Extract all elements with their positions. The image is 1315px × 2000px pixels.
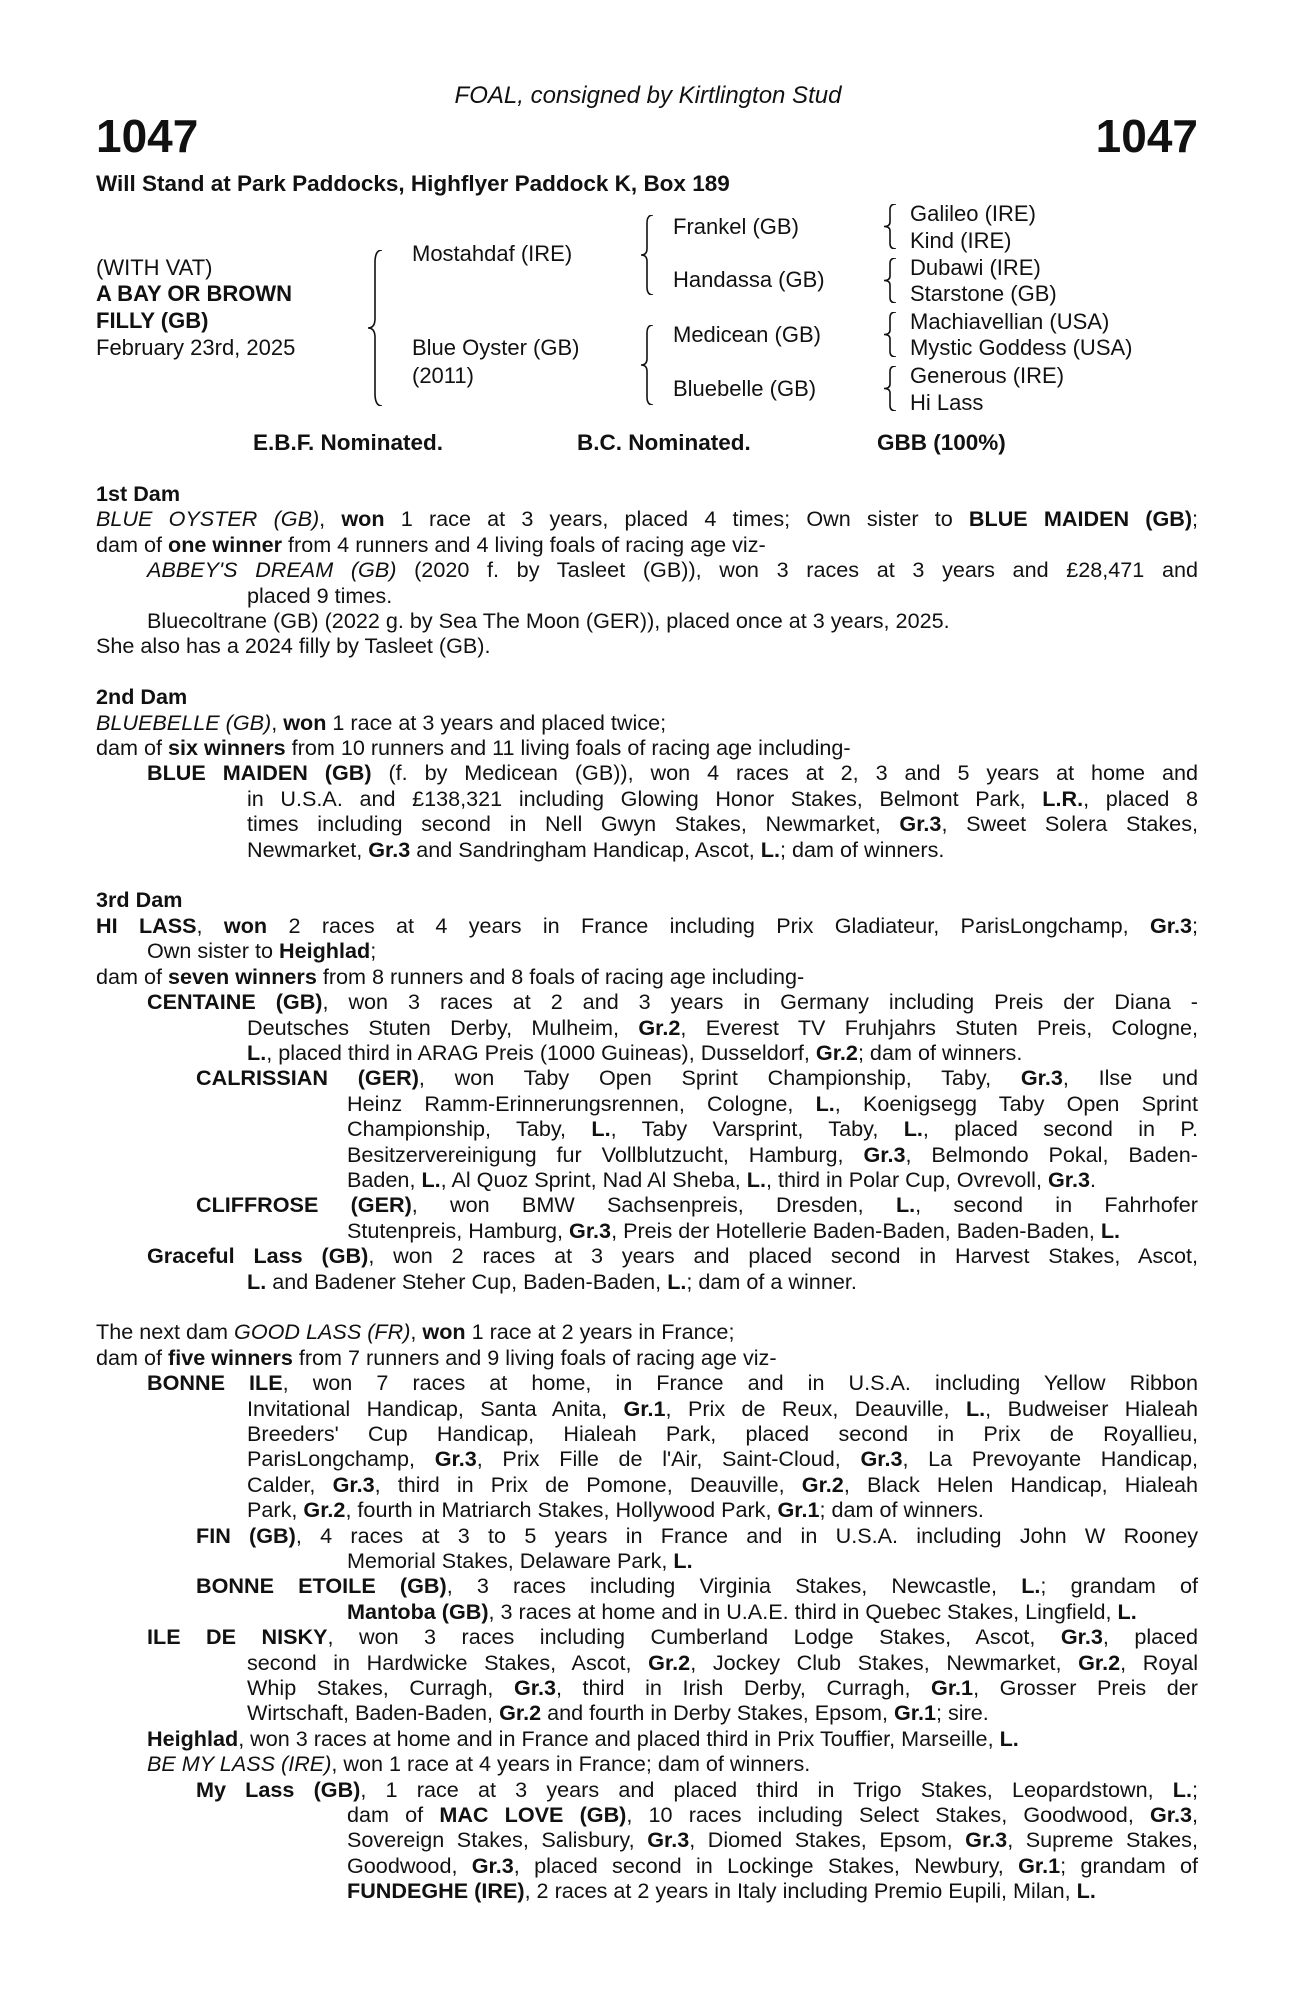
text-line — [96, 1319, 1198, 1344]
bold-text: HI LASS — [96, 912, 197, 938]
pedigree-entry — [96, 1777, 1198, 1904]
bold-text: L. — [1021, 1573, 1041, 1599]
text-run: , won 2 races at 3 years and placed second in Harvest Stakes, Ascot, — [368, 1243, 1198, 1269]
text-run: , — [410, 1319, 423, 1345]
text-line — [96, 964, 1198, 989]
dam-section — [96, 887, 1198, 1294]
bold-text: Gr.1 — [777, 1497, 820, 1523]
italic-text: BE MY LASS (IRE) — [147, 1751, 332, 1777]
text-run: 2 races at 4 years in France including Prix Gladiateur, ParisLongchamp, — [267, 912, 1150, 938]
bold-text: won — [341, 506, 385, 532]
text-run: , — [1192, 1802, 1199, 1828]
bold-text: five winners — [168, 1344, 293, 1370]
text-line — [96, 532, 1198, 557]
text-run: ; — [1192, 1776, 1198, 1802]
text-line — [196, 1091, 1198, 1116]
text-run: Heinz Ramm-Erinnerungsrennen, Cologne, — [347, 1090, 816, 1116]
section-heading: 3rd Dam — [96, 887, 183, 913]
text-run: Own sister to — [147, 938, 279, 964]
text-run: She also has a 2024 filly by Tasleet (GB). — [96, 633, 491, 659]
text-run: , placed — [1102, 1624, 1198, 1650]
text-run: dam of — [96, 963, 169, 989]
text-line — [196, 1777, 1198, 1802]
text-run: and fourth in Derby Stakes, Epsom, — [541, 1700, 894, 1726]
pedigree-entry — [96, 735, 1198, 760]
text-run: Breeders' Cup Handicap, Hialeah Park, placed second in Prix de Royallieu, — [247, 1420, 1198, 1446]
ancestor-generous: Generous (IRE) — [910, 363, 1065, 388]
text-line — [196, 1853, 1198, 1878]
bold-text: Gr.3 — [647, 1827, 690, 1853]
text-line — [147, 1243, 1198, 1268]
section-heading: 2nd Dam — [96, 684, 188, 710]
text-run: , Diomed Stakes, Epsom, — [689, 1827, 966, 1853]
bold-text: ILE DE NISKY — [147, 1624, 328, 1650]
text-run: ; dam of winners. — [857, 1039, 1023, 1065]
text-line — [196, 1878, 1198, 1903]
text-run: , won Taby Open Sprint Championship, Taby, — [418, 1065, 1021, 1091]
text-line — [147, 608, 1198, 633]
text-line — [96, 735, 1198, 760]
pedigree-entry — [96, 1243, 1198, 1294]
bold-text: Gr.3 — [1149, 912, 1192, 938]
brace-icon — [641, 325, 653, 405]
text-line — [147, 1624, 1198, 1649]
section-gap — [96, 862, 1198, 887]
italic-text: BLUEBELLE (GB) — [96, 709, 272, 735]
bold-text: Gr.3 — [965, 1827, 1008, 1853]
text-run: times including second in Nell Gwyn Stakes, Newmarket, — [247, 811, 900, 837]
bold-text: Gr.3 — [368, 836, 411, 862]
bold-text: L. — [591, 1116, 611, 1142]
text-run: ; dam of winners. — [819, 1497, 984, 1523]
bold-text: Gr.2 — [499, 1700, 542, 1726]
text-run: , Royal — [1120, 1649, 1198, 1675]
bold-text: Heighlad — [279, 938, 371, 964]
text-line — [196, 1192, 1198, 1217]
text-line — [147, 1497, 1198, 1522]
text-run: , won 3 races including Cumberland Lodge Stakes, Ascot, — [327, 1624, 1061, 1650]
text-line — [147, 1040, 1198, 1065]
gbb-status: GBB (100%) — [877, 430, 1006, 455]
bold-text: Gr.2 — [1078, 1649, 1121, 1675]
text-run: The next dam — [96, 1319, 235, 1345]
bold-text: L. — [965, 1395, 986, 1421]
bold-text: Gr.2 — [815, 1039, 858, 1065]
bold-text: BONNE ETOILE (GB) — [196, 1573, 447, 1599]
dam-section — [96, 1319, 1198, 1903]
text-run: Baden, — [347, 1166, 422, 1192]
text-run: , Sweet Solera Stakes, — [941, 811, 1198, 837]
brace-icon — [884, 204, 896, 249]
text-run: 1 race at 2 years in France; — [465, 1319, 735, 1345]
text-line — [147, 837, 1198, 862]
lot-number-right: 1047 — [1095, 110, 1198, 162]
text-run: Park, — [247, 1497, 304, 1523]
text-run: , — [196, 912, 224, 938]
section-gap — [96, 659, 1198, 684]
bold-text: CLIFFROSE (GER) — [196, 1192, 412, 1218]
pedigree-entry — [96, 633, 1198, 658]
brace-icon — [884, 366, 896, 411]
ebf-nomination: E.B.F. Nominated. — [253, 430, 444, 455]
bold-text: Gr.2 — [638, 1014, 681, 1040]
text-line — [196, 1218, 1198, 1243]
bold-text: Gr.3 — [1020, 1065, 1063, 1091]
lot-number-left: 1047 — [96, 110, 199, 162]
bold-text: Gr.3 — [434, 1446, 477, 1472]
text-line — [147, 1446, 1198, 1471]
text-line — [147, 1472, 1198, 1497]
text-run: , Budweiser Hialeah — [985, 1395, 1199, 1421]
text-line — [196, 1065, 1198, 1090]
text-run: , fourth in Matriarch Stakes, Hollywood Park, — [345, 1497, 778, 1523]
pedigree-entry — [96, 1065, 1198, 1192]
text-line — [96, 633, 1198, 658]
text-run: , third in Polar Cup, Ovrevoll, — [765, 1166, 1048, 1192]
bold-text: won — [283, 709, 327, 735]
bold-text: seven winners — [168, 963, 317, 989]
pedigree-entry — [96, 1751, 1198, 1776]
text-run: , Al Quoz Sprint, Nad Al Sheba, — [440, 1166, 747, 1192]
bold-text: L. — [1117, 1598, 1137, 1624]
text-line — [96, 710, 1198, 735]
bold-text: L. — [247, 1268, 267, 1294]
text-line — [196, 1573, 1198, 1598]
text-run: , Preis der Hotellerie Baden-Baden, Baden-Baden, — [611, 1217, 1101, 1243]
text-run: , won 1 race at 4 years in France; dam of winners. — [331, 1751, 811, 1777]
text-run: , won 7 races at home, in France and in U.S.A. including Yellow Ribbon — [282, 1370, 1199, 1396]
bold-text: L.R. — [1042, 785, 1084, 811]
text-run: , 3 races at home and in U.A.E. third in Quebec Stakes, Lingfield, — [488, 1598, 1118, 1624]
text-run: 1 race at 3 years and placed twice; — [326, 709, 667, 735]
bold-text: Gr.3 — [1047, 1166, 1091, 1192]
text-run: , Jockey Club Stakes, Newmarket, — [690, 1649, 1079, 1675]
text-line — [147, 557, 1198, 582]
sire-sire: Frankel (GB) — [673, 214, 799, 239]
text-line — [96, 506, 1198, 531]
text-run: , placed third in ARAG Preis (1000 Guineas), Dusseldorf, — [266, 1039, 816, 1065]
bold-text: Gr.3 — [332, 1471, 375, 1497]
bold-text: Gr.3 — [863, 1141, 906, 1167]
pedigree-entry — [96, 1345, 1198, 1370]
text-run: ; dam of a winner. — [686, 1268, 857, 1294]
text-line — [196, 1599, 1198, 1624]
bold-text: Gr.2 — [648, 1649, 691, 1675]
bold-text: Gr.3 — [1149, 1802, 1193, 1828]
text-run: from 10 runners and 11 living foals of racing age including- — [285, 735, 851, 761]
text-run: , Black Helen Handicap, Hialeah — [843, 1471, 1199, 1497]
text-run: , 10 races including Select Stakes, Goodwood, — [626, 1802, 1150, 1828]
bold-text: Gr.1 — [623, 1395, 666, 1421]
text-run: , La Prevoyante Handicap, — [902, 1446, 1198, 1472]
text-run: from 4 runners and 4 living foals of racing age viz- — [282, 531, 766, 557]
text-run: , placed second in P. — [922, 1116, 1199, 1142]
bold-text: L. — [1076, 1878, 1096, 1904]
dam-year: (2011) — [412, 363, 474, 388]
text-run: Deutsches Stuten Derby, Mulheim, — [247, 1014, 639, 1040]
text-run: , won 3 races at home and in France and placed third in Prix Touffier, Marseille, — [238, 1725, 1000, 1751]
text-run: , won BMW Sachsenpreis, Dresden, — [411, 1192, 896, 1218]
text-line — [147, 1421, 1198, 1446]
ancestor-starstone: Starstone (GB) — [910, 281, 1057, 306]
text-run: ; grandam of — [1060, 1852, 1198, 1878]
text-run: , Belmondo Pokal, Baden- — [905, 1141, 1198, 1167]
bold-text: L. — [1172, 1776, 1192, 1802]
location-line: Will Stand at Park Paddocks, Highflyer Paddock K, Box 189 — [96, 171, 730, 196]
text-run: ; sire. — [936, 1700, 989, 1726]
text-run: , third in Prix de Pomone, Deauville, — [374, 1471, 802, 1497]
bold-text: Gr.3 — [899, 811, 942, 837]
bold-text: Gr.1 — [1018, 1852, 1061, 1878]
text-run: in U.S.A. and £138,321 including Glowing Honor Stakes, Belmont Park, — [247, 785, 1043, 811]
bold-text: CALRISSIAN (GER) — [196, 1065, 419, 1091]
text-line — [147, 760, 1198, 785]
bold-text: L. — [903, 1116, 923, 1142]
text-run: , second in Fahrhofer — [915, 1192, 1198, 1218]
bold-text: L. — [815, 1090, 835, 1116]
brace-icon — [368, 250, 382, 406]
bold-text: Heighlad — [147, 1725, 239, 1751]
text-run: , third in Irish Derby, Curragh, — [555, 1675, 932, 1701]
text-run: , 1 race at 3 years and placed third in Trigo Stakes, Leopardstown, — [360, 1776, 1173, 1802]
catalogue-body — [96, 481, 1198, 1904]
text-run: , 2 races at 2 years in Italy including Premio Eupili, Milan, — [524, 1878, 1077, 1904]
bold-text: Gr.1 — [931, 1675, 974, 1701]
ancestor-mystic-goddess: Mystic Goddess (USA) — [910, 335, 1133, 360]
text-line — [147, 1675, 1198, 1700]
text-run: Bluecoltrane (GB) (2022 g. by Sea The Moon (GER)), placed once at 3 years, 2025. — [147, 608, 950, 634]
bold-text: Gr.3 — [471, 1852, 514, 1878]
bold-text: BLUE MAIDEN (GB) — [968, 506, 1193, 532]
text-line — [147, 1269, 1198, 1294]
text-line — [196, 1548, 1198, 1573]
text-run: , Prix Fille de l'Air, Saint-Cloud, — [476, 1446, 861, 1472]
section-heading: 1st Dam — [96, 481, 181, 506]
bc-nomination: B.C. Nominated. — [577, 430, 751, 455]
text-run: ; — [1192, 912, 1198, 938]
text-line — [147, 1370, 1198, 1395]
bold-text: Graceful Lass (GB) — [147, 1243, 369, 1269]
text-run: Wirtschaft, Baden-Baden, — [247, 1700, 500, 1726]
text-run: from 8 runners and 8 foals of racing age including- — [316, 963, 805, 989]
text-run: (2020 f. by Tasleet (GB)), won 3 races at 3 years and £28,471 and — [396, 557, 1199, 583]
text-line — [196, 1167, 1198, 1192]
bold-text: won — [223, 912, 268, 938]
italic-text: GOOD LASS (FR) — [234, 1319, 411, 1345]
consignment-line: FOAL, consigned by Kirtlington Stud — [454, 82, 842, 109]
text-run: ; grandam of — [1040, 1573, 1199, 1599]
bold-text: My Lass (GB) — [196, 1776, 361, 1802]
bold-text: won — [422, 1319, 466, 1345]
text-run: Besitzervereinigung fur Vollblutzucht, Hamburg, — [347, 1141, 864, 1167]
text-line — [147, 811, 1198, 836]
text-line — [196, 1142, 1198, 1167]
bold-text: one winner — [168, 531, 282, 557]
text-run: , Koenigsegg Taby Open Sprint — [834, 1090, 1198, 1116]
dam-sire: Medicean (GB) — [673, 322, 821, 347]
bold-text: Gr.3 — [513, 1675, 556, 1701]
pedigree-entry — [96, 1370, 1198, 1522]
text-run: Sovereign Stakes, Salisbury, — [347, 1827, 648, 1853]
pedigree-entry — [96, 964, 1198, 989]
text-run: Goodwood, — [347, 1852, 472, 1878]
text-line — [96, 1345, 1198, 1370]
sire: Mostahdaf (IRE) — [412, 241, 573, 266]
pedigree-entry — [96, 506, 1198, 557]
text-run: , Grosser Preis der — [973, 1675, 1198, 1701]
bold-text: Gr.2 — [801, 1471, 844, 1497]
bold-text: six winners — [168, 735, 286, 761]
bold-text: L. — [895, 1192, 916, 1218]
text-line — [147, 1726, 1198, 1751]
text-run: dam of — [96, 735, 169, 761]
bold-text: BLUE MAIDEN (GB) — [147, 760, 372, 786]
text-line — [96, 938, 1198, 963]
text-run: , won 3 races at 2 and 3 years in Germany including Preis der Diana - — [322, 989, 1198, 1015]
foaling-date: February 23rd, 2025 — [96, 335, 296, 360]
dam-dam: Bluebelle (GB) — [673, 376, 817, 401]
text-run: , — [271, 709, 284, 735]
dam: Blue Oyster (GB) — [412, 335, 580, 360]
bold-text: Mantoba (GB) — [347, 1598, 489, 1624]
bold-text: L. — [421, 1166, 441, 1192]
bold-text: FUNDEGHE (IRE) — [347, 1878, 525, 1904]
bold-text: FIN (GB) — [196, 1522, 296, 1548]
text-run: second in Hardwicke Stakes, Ascot, — [247, 1649, 649, 1675]
pedigree-entry — [96, 710, 1198, 735]
bold-text: BONNE ILE — [147, 1370, 283, 1396]
text-run: 1 race at 3 years, placed 4 times; Own sister to — [384, 506, 969, 532]
text-run: Stutenpreis, Hamburg, — [347, 1217, 570, 1243]
text-run: ; dam of winners. — [779, 836, 945, 862]
text-line — [147, 1015, 1198, 1040]
text-line — [147, 583, 1198, 608]
text-run: , Everest TV Fruhjahrs Stuten Preis, Cologne, — [680, 1014, 1198, 1040]
bold-text: L. — [999, 1725, 1019, 1751]
text-line — [96, 913, 1198, 938]
text-run: Championship, Taby, — [347, 1116, 592, 1142]
brace-icon — [884, 258, 896, 303]
dam-section — [96, 684, 1198, 862]
pedigree-entry — [96, 760, 1198, 862]
text-run: , — [319, 506, 342, 532]
bold-text: L. — [667, 1268, 687, 1294]
bold-text: Gr.3 — [569, 1217, 612, 1243]
text-run: ; — [370, 938, 377, 964]
pedigree-entry — [96, 913, 1198, 964]
bold-text: L. — [746, 1166, 766, 1192]
text-run: , placed second in Lockinge Stakes, Newbury, — [513, 1852, 1019, 1878]
pedigree-entry — [96, 1523, 1198, 1574]
pedigree-entry — [96, 557, 1198, 608]
text-run: (f. by Medicean (GB)), won 4 races at 2, 3 and 5 years at home and — [371, 760, 1198, 786]
text-run: dam of — [96, 1344, 169, 1370]
pedigree-entry — [96, 1726, 1198, 1751]
text-run: dam of — [347, 1802, 440, 1828]
text-run: , 3 races including Virginia Stakes, Newcastle, — [446, 1573, 1022, 1599]
bold-text: L. — [247, 1039, 267, 1065]
text-line — [147, 1751, 1198, 1776]
horse-description-2: FILLY (GB) — [96, 308, 209, 333]
horse-description-1: A BAY OR BROWN — [96, 281, 292, 306]
bold-text: MAC LOVE (GB) — [439, 1802, 627, 1828]
bold-text: Gr.2 — [303, 1497, 346, 1523]
text-run: . — [1090, 1166, 1097, 1192]
ancestor-galileo: Galileo (IRE) — [910, 201, 1036, 226]
text-run: , Prix de Reux, Deauville, — [665, 1395, 966, 1421]
text-run: ; — [1192, 506, 1199, 532]
ancestor-dubawi: Dubawi (IRE) — [910, 255, 1041, 280]
bold-text: L. — [673, 1548, 693, 1574]
section-gap — [96, 1294, 1198, 1319]
brace-icon — [641, 215, 653, 295]
text-run: Invitational Handicap, Santa Anita, — [247, 1395, 624, 1421]
text-run: Whip Stakes, Curragh, — [247, 1675, 514, 1701]
italic-text: ABBEY'S DREAM (GB) — [147, 557, 397, 583]
text-run: dam of — [96, 531, 169, 557]
text-run: from 7 runners and 9 living foals of racing age viz- — [292, 1344, 777, 1370]
sire-dam: Handassa (GB) — [673, 267, 825, 292]
text-run: and Badener Steher Cup, Baden-Baden, — [266, 1268, 668, 1294]
brace-icon — [884, 312, 896, 357]
text-run: , Taby Varsprint, Taby, — [610, 1116, 904, 1142]
text-line — [147, 989, 1198, 1014]
bold-text: L. — [1100, 1217, 1121, 1243]
text-run: , placed 8 — [1083, 785, 1198, 811]
text-line — [196, 1523, 1198, 1548]
text-line — [147, 1396, 1198, 1421]
text-run: placed 9 times. — [247, 582, 393, 608]
ancestor-hi-lass: Hi Lass — [910, 390, 984, 415]
bold-text: Gr.3 — [1060, 1624, 1103, 1650]
pedigree-entry — [96, 989, 1198, 1065]
text-run: , Supreme Stakes, — [1007, 1827, 1198, 1853]
bold-text: Gr.1 — [893, 1700, 936, 1726]
pedigree-entry — [96, 1319, 1198, 1344]
text-run: Calder, — [247, 1471, 333, 1497]
text-line — [147, 1700, 1198, 1725]
vat-label: (WITH VAT) — [96, 255, 213, 280]
ancestor-kind: Kind (IRE) — [910, 228, 1012, 253]
bold-text: CENTAINE (GB) — [147, 989, 323, 1015]
pedigree-entry — [96, 608, 1198, 633]
italic-text: BLUE OYSTER (GB) — [96, 506, 320, 532]
pedigree-entry — [96, 1573, 1198, 1624]
text-run: , 4 races at 3 to 5 years in France and in U.S.A. including John W Rooney — [295, 1522, 1199, 1548]
pedigree-entry — [96, 1192, 1198, 1243]
text-line — [196, 1116, 1198, 1141]
text-line — [147, 1650, 1198, 1675]
text-line — [196, 1802, 1198, 1827]
text-line — [147, 786, 1198, 811]
pedigree-entry — [96, 1624, 1198, 1726]
text-run: Memorial Stakes, Delaware Park, — [347, 1548, 674, 1574]
dam-section — [96, 481, 1198, 659]
bold-text: L. — [760, 836, 780, 862]
text-run: and Sandringham Handicap, Ascot, — [410, 836, 761, 862]
text-line — [196, 1827, 1198, 1852]
text-run: , Ilse und — [1062, 1065, 1198, 1091]
bold-text: Gr.3 — [860, 1446, 903, 1472]
text-run: Newmarket, — [247, 836, 369, 862]
text-run: ParisLongchamp, — [247, 1446, 435, 1472]
ancestor-machiavellian: Machiavellian (USA) — [910, 309, 1110, 334]
